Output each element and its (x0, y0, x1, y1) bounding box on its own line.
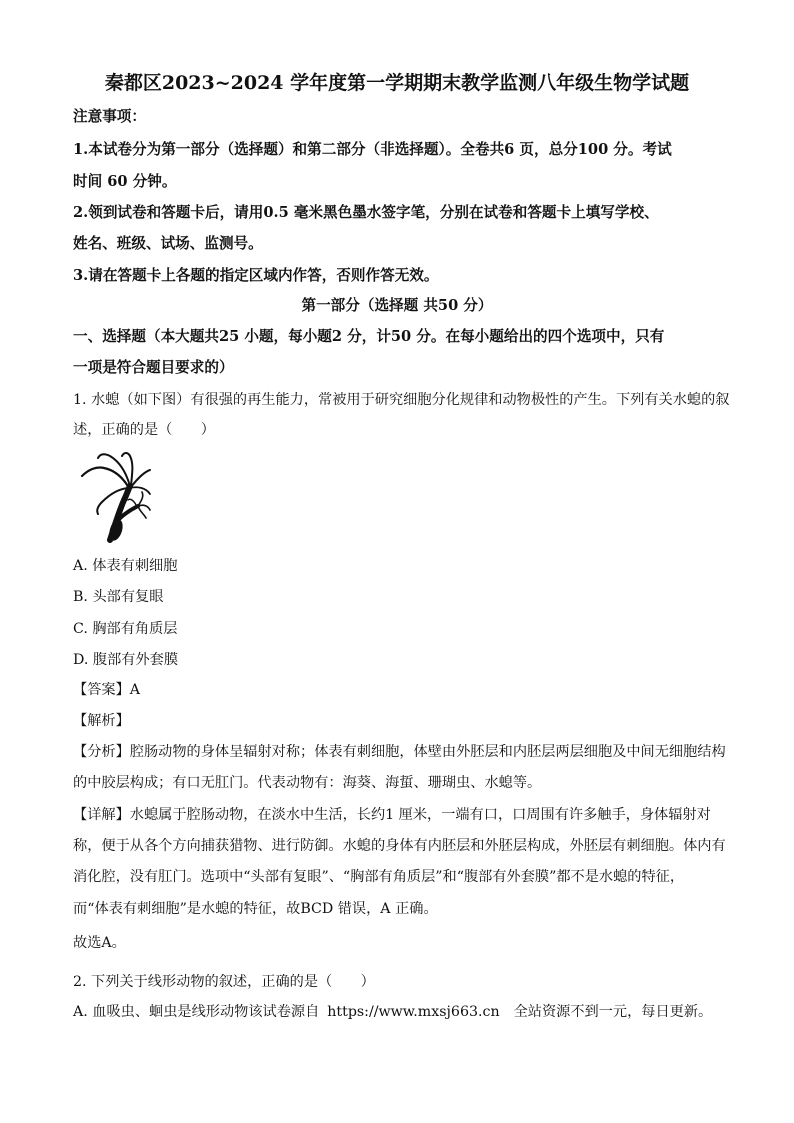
q2-option-a (73, 1002, 712, 1022)
notice-line-1: 1.本试卷分为第一部分（选择题）和第二部分（非选择题）。全卷共6 页，总分100 分。考试 (73, 141, 672, 158)
q1-answer: 【答案】A (73, 682, 140, 698)
q1-option-d: D. 腹部有外套膜 (73, 652, 179, 668)
q1-detail-line-4: 而“体表有刺细胞”是水螅的特征，故BCD 错误，A 正确。 (73, 901, 438, 917)
q1-analysis-line-2: 的中胶层构成；有口无肛门。代表动物有：海葵、海蜇、珊瑚虫、水螅等。 (73, 775, 542, 791)
hydra-illustration-icon (74, 448, 156, 548)
source-link[interactable]: https://www.mxsj663.cn (327, 1004, 500, 1020)
q1-option-c: C. 胸部有角质层 (73, 621, 178, 637)
q1-analysis-heading: 【解析】 (73, 713, 130, 729)
q2-stem: 2. 下列关于线形动物的叙述，正确的是（ ） (73, 974, 375, 990)
notice-line-3: 2.领到试卷和答题卡后，请用0.5 毫米黑色墨水签字笔，分别在试卷和答题卡上填写学校、 (73, 204, 659, 221)
part1-title: 第一部分（选择题 共50 分） (301, 297, 493, 314)
q1-option-b: B. 头部有复眼 (73, 589, 164, 605)
q1-detail-line-1: 【详解】水螅属于腔肠动物，在淡水中生活，长约1 厘米，一端有口，口周围有许多触手，身体辐射对 (73, 807, 711, 823)
q1-stem-1: 1. 水螅（如下图）有很强的再生能力，常被用于研究细胞分化规律和动物极性的产生。下列有关水螅的叙 (73, 392, 730, 408)
notice-line-5: 3.请在答题卡上各题的指定区域内作答，否则作答无效。 (73, 267, 439, 284)
q1-conclusion: 故选A。 (73, 935, 126, 951)
section1-instruction-1: 一、选择题（本大题共25 小题，每小题2 分，计50 分。在每小题给出的四个选项中，只有 (73, 328, 665, 345)
section1-instruction-2: 一项是符合题目要求的） (73, 359, 234, 376)
q1-detail-line-3: 消化腔，没有肛门。选项中“头部有复眼”、“胸部有角质层”和“腹部有外套膜”都不是水螅的特征， (73, 869, 685, 885)
exam-title: 秦都区2023~2024 学年度第一学期期末教学监测八年级生物学试题 (104, 72, 690, 94)
q1-detail-line-2: 称，便于从各个方向捕获猎物、进行防御。水螅的身体有内胚层和外胚层构成，外胚层有刺细胞。体内有 (73, 838, 726, 854)
q1-stem-2: 述，正确的是（ ） (73, 422, 215, 438)
source-note: 全站资源不到一元，每日更新。 (513, 1004, 713, 1020)
q1-option-a: A. 体表有刺细胞 (73, 558, 178, 574)
notice-line-4: 姓名、班级、试场、监测号。 (73, 235, 263, 252)
q1-analysis-line-1: 【分析】腔肠动物的身体呈辐射对称；体表有刺细胞，体壁由外胚层和内胚层两层细胞及中间无细胞结构 (73, 744, 726, 760)
q2-option-a-text: A. 血吸虫、蛔虫是线形动物该试卷源自 (73, 1004, 320, 1020)
notice-line-2: 时间 60 分钟。 (73, 173, 177, 190)
notice-heading: 注意事项： (73, 108, 146, 125)
